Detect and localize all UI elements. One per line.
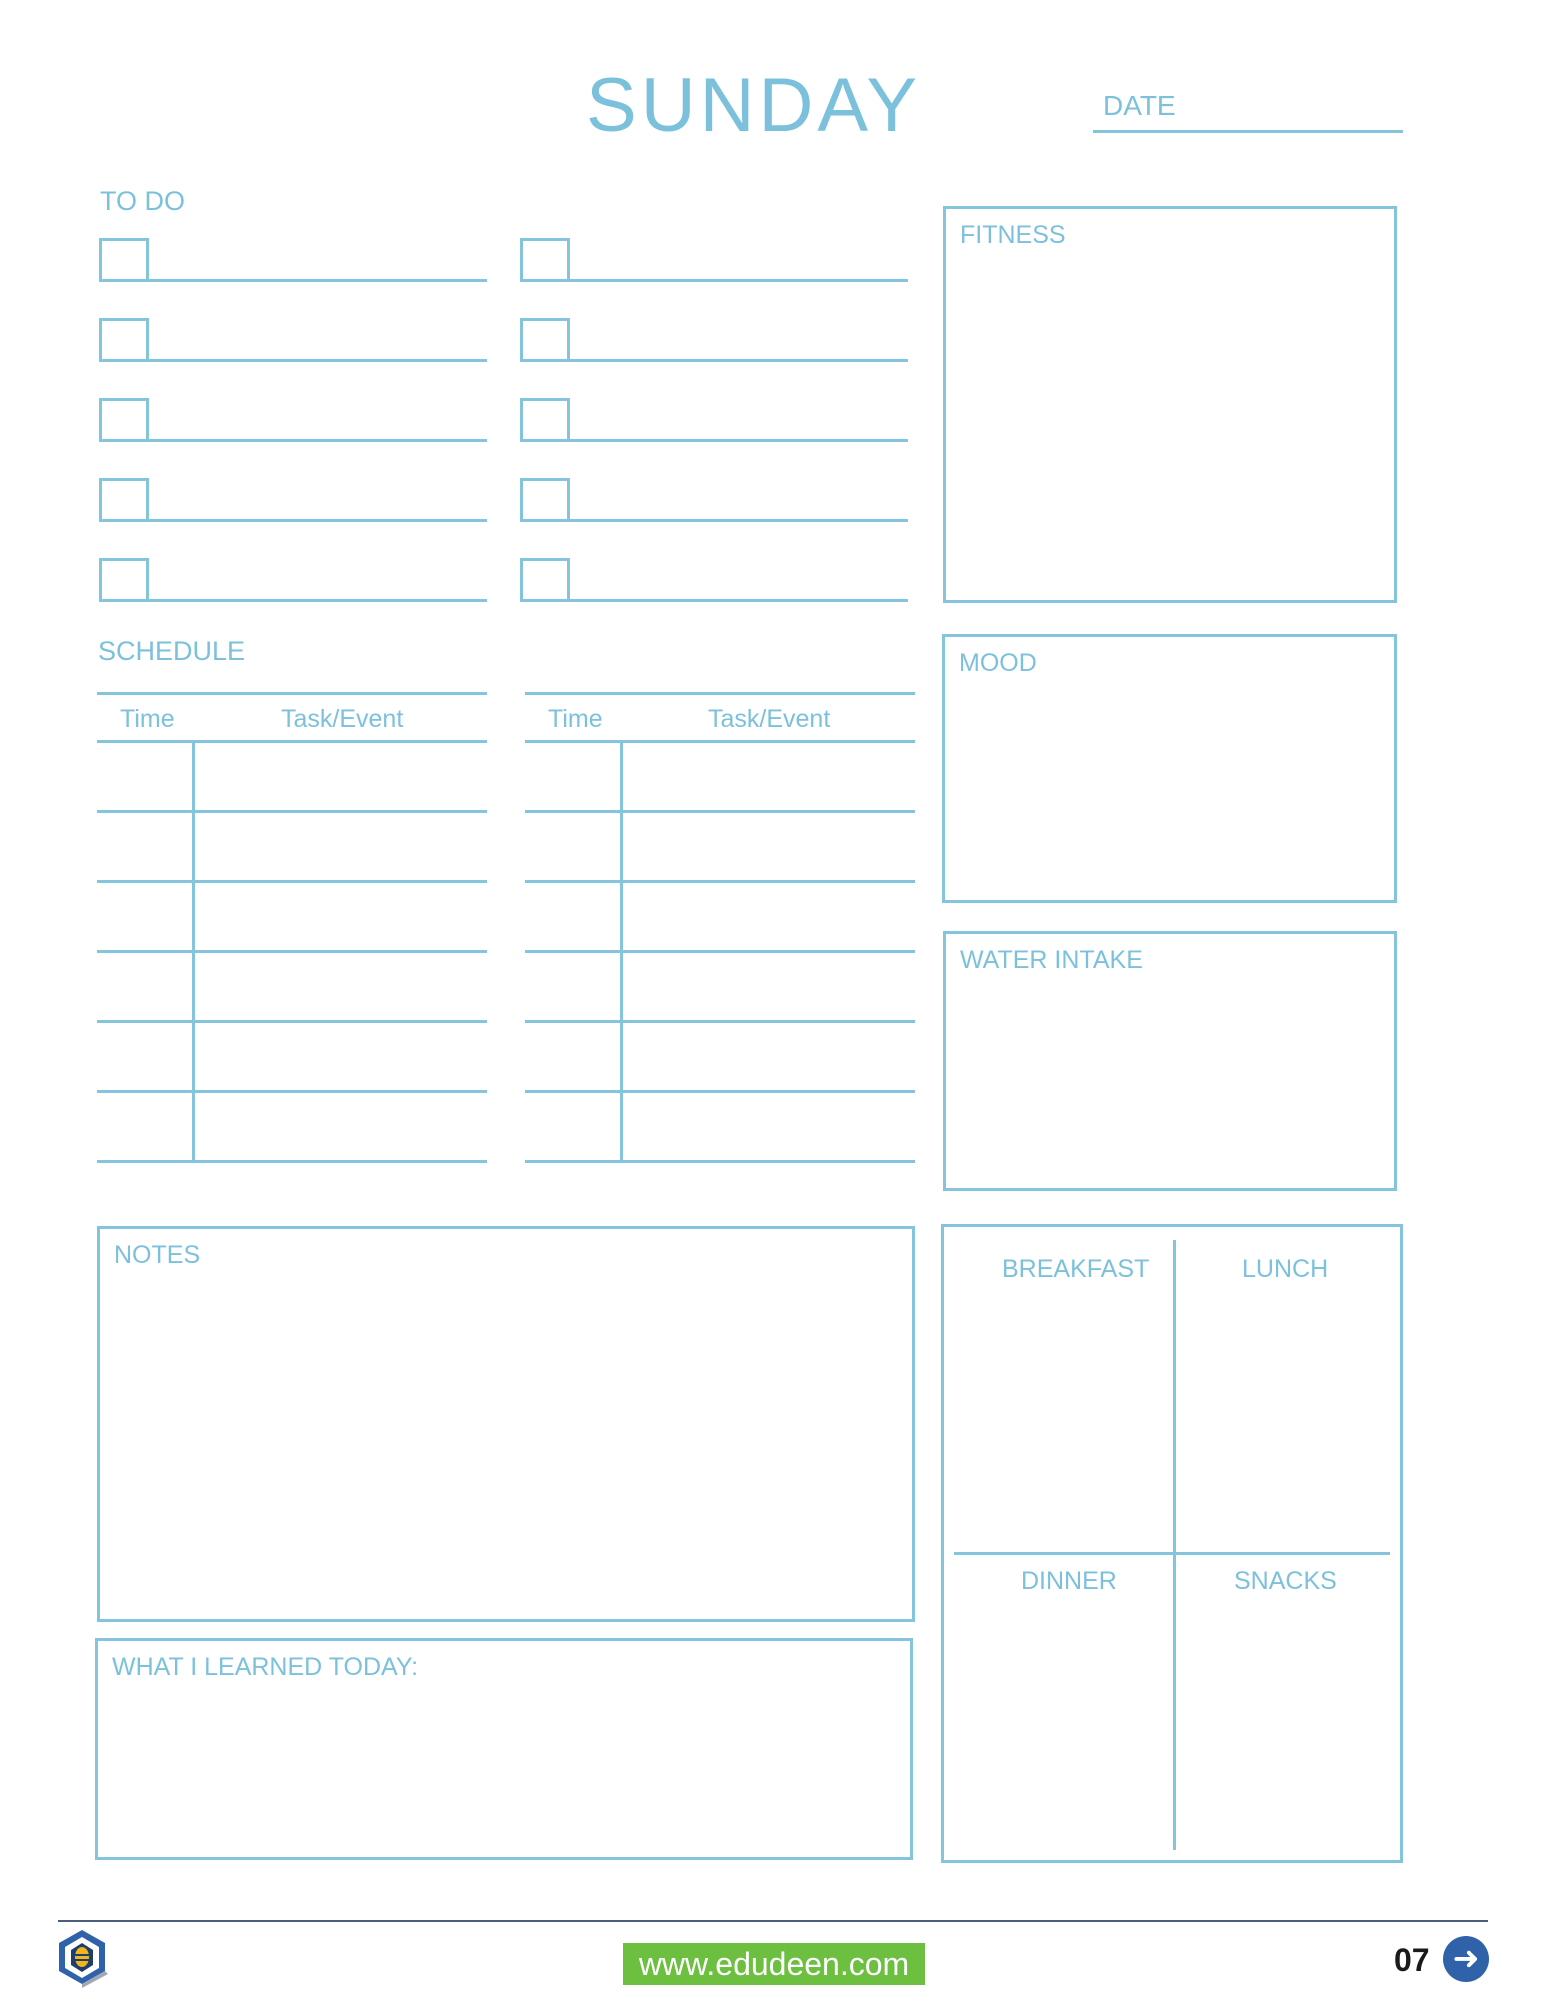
breakfast-label: BREAKFAST <box>1002 1255 1150 1283</box>
schedule-time-cell[interactable] <box>525 953 620 1020</box>
page-title: SUNDAY <box>586 63 922 148</box>
fitness-box[interactable] <box>943 206 1397 603</box>
snacks-area[interactable] <box>1178 1557 1396 1857</box>
schedule-task-cell[interactable] <box>195 1093 487 1160</box>
schedule-right-time-header: Time <box>548 705 603 733</box>
todo-heading: TO DO <box>100 186 186 216</box>
mood-box[interactable] <box>942 634 1397 903</box>
schedule-task-cell[interactable] <box>195 813 487 880</box>
snacks-label: SNACKS <box>1234 1567 1337 1595</box>
todo-item-line[interactable] <box>147 519 487 522</box>
edudeen-logo-icon <box>56 1928 108 1988</box>
notes-label: NOTES <box>114 1241 201 1269</box>
date-label: DATE <box>1103 90 1176 121</box>
meals-vertical-divider <box>1173 1240 1176 1850</box>
schedule-task-cell[interactable] <box>623 1093 915 1160</box>
todo-item-line[interactable] <box>568 519 908 522</box>
schedule-task-cell[interactable] <box>195 1023 487 1090</box>
todo-checkbox[interactable] <box>520 318 570 362</box>
schedule-time-cell[interactable] <box>525 883 620 950</box>
dinner-label: DINNER <box>1021 1567 1117 1595</box>
todo-item-line[interactable] <box>147 279 487 282</box>
lunch-label: LUNCH <box>1242 1255 1329 1283</box>
schedule-task-cell[interactable] <box>195 953 487 1020</box>
schedule-task-cell[interactable] <box>623 1023 915 1090</box>
todo-item-line[interactable] <box>147 599 487 602</box>
schedule-right-task-header: Task/Event <box>708 705 831 733</box>
notes-box[interactable] <box>97 1226 915 1622</box>
fitness-label: FITNESS <box>960 221 1066 249</box>
dinner-area[interactable] <box>947 1557 1171 1857</box>
water-intake-box[interactable] <box>943 931 1397 1191</box>
todo-checkbox[interactable] <box>99 478 149 522</box>
schedule-time-cell[interactable] <box>97 1093 192 1160</box>
schedule-heading: SCHEDULE <box>98 636 246 666</box>
schedule-time-cell[interactable] <box>525 813 620 880</box>
website-url-badge[interactable]: www.edudeen.com <box>623 1943 925 1985</box>
learned-today-box[interactable] <box>95 1638 913 1860</box>
schedule-task-cell[interactable] <box>623 883 915 950</box>
schedule-left-top-rule <box>97 692 487 695</box>
schedule-right-top-rule <box>525 692 915 695</box>
todo-item-line[interactable] <box>147 359 487 362</box>
next-page-arrow-icon[interactable]: ➜ <box>1443 1936 1489 1982</box>
meals-box <box>941 1224 1403 1863</box>
todo-item-line[interactable] <box>568 599 908 602</box>
schedule-task-cell[interactable] <box>195 743 487 810</box>
schedule-row-line <box>97 1160 487 1163</box>
schedule-time-cell[interactable] <box>97 1023 192 1090</box>
schedule-time-cell[interactable] <box>97 813 192 880</box>
todo-checkbox[interactable] <box>520 398 570 442</box>
footer-rule <box>58 1920 1488 1922</box>
page-number: 07 <box>1394 1942 1430 1978</box>
todo-checkbox[interactable] <box>99 238 149 282</box>
water-intake-label: WATER INTAKE <box>960 946 1143 974</box>
schedule-task-cell[interactable] <box>195 883 487 950</box>
meals-horizontal-divider <box>954 1552 1390 1555</box>
todo-item-line[interactable] <box>568 279 908 282</box>
schedule-time-cell[interactable] <box>97 883 192 950</box>
schedule-row-line <box>525 1160 915 1163</box>
schedule-time-cell[interactable] <box>97 953 192 1020</box>
schedule-time-cell[interactable] <box>97 743 192 810</box>
todo-item-line[interactable] <box>568 359 908 362</box>
breakfast-area[interactable] <box>947 1230 1171 1548</box>
todo-checkbox[interactable] <box>99 318 149 362</box>
todo-item-line[interactable] <box>568 439 908 442</box>
schedule-time-cell[interactable] <box>525 1023 620 1090</box>
todo-checkbox[interactable] <box>520 478 570 522</box>
schedule-task-cell[interactable] <box>623 953 915 1020</box>
todo-checkbox[interactable] <box>99 398 149 442</box>
schedule-left-task-header: Task/Event <box>281 705 404 733</box>
learned-today-label: WHAT I LEARNED TODAY: <box>112 1653 419 1681</box>
todo-item-line[interactable] <box>147 439 487 442</box>
todo-checkbox[interactable] <box>99 558 149 602</box>
schedule-time-cell[interactable] <box>525 1093 620 1160</box>
schedule-time-cell[interactable] <box>525 743 620 810</box>
schedule-task-cell[interactable] <box>623 743 915 810</box>
todo-checkbox[interactable] <box>520 558 570 602</box>
date-field-line[interactable] <box>1093 130 1403 133</box>
schedule-left-time-header: Time <box>120 705 175 733</box>
todo-checkbox[interactable] <box>520 238 570 282</box>
mood-label: MOOD <box>959 649 1037 677</box>
schedule-task-cell[interactable] <box>623 813 915 880</box>
lunch-area[interactable] <box>1178 1230 1396 1548</box>
